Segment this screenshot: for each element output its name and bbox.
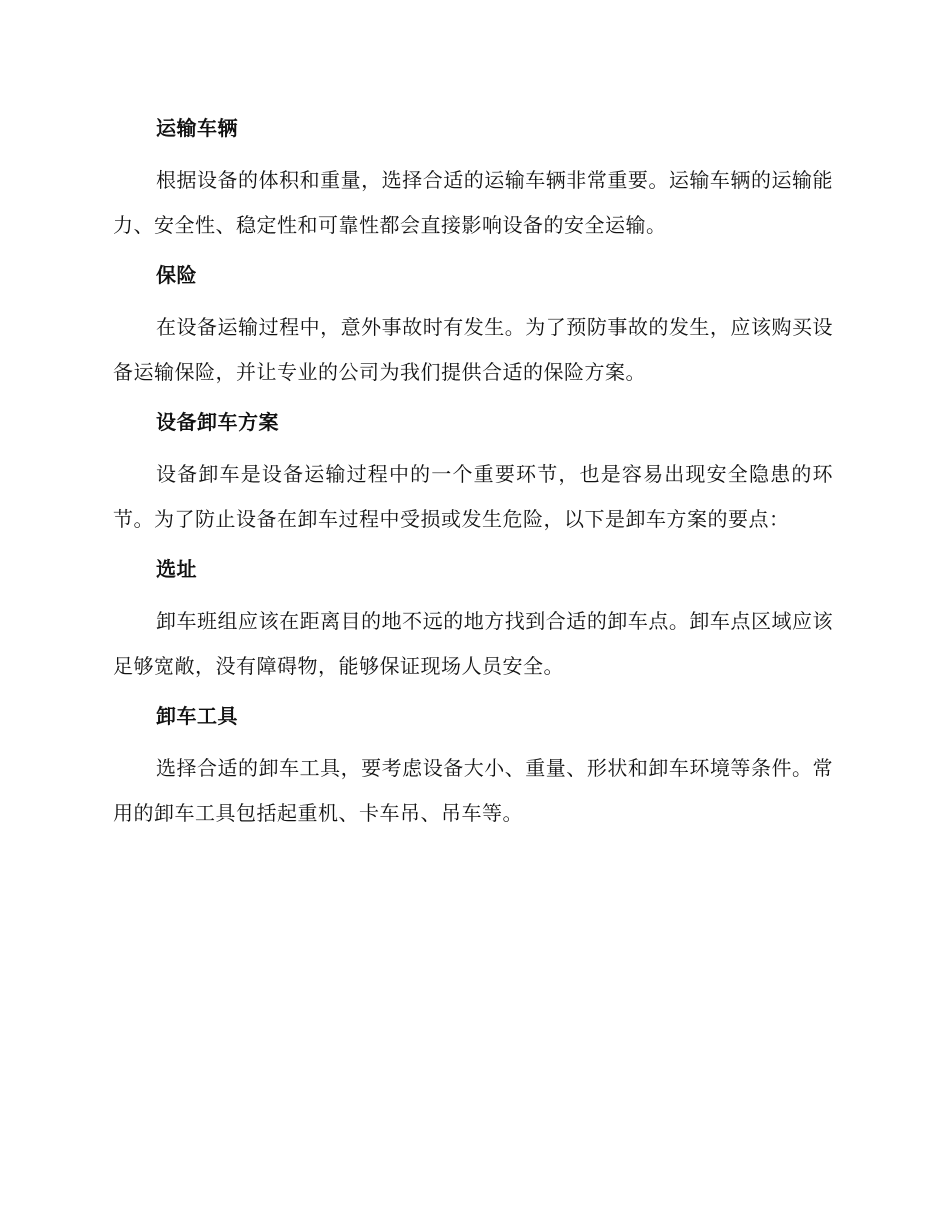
section-heading: 运输车辆 bbox=[156, 116, 238, 140]
section-heading: 卸车工具 bbox=[156, 704, 238, 728]
section-heading: 保险 bbox=[156, 263, 197, 287]
section-paragraph: 根据设备的体积和重量，选择合适的运输车辆非常重要。运输车辆的运输能力、安全性、稳定性和可靠性都会直接影响设备的安全运输。 bbox=[113, 168, 833, 237]
section-unloading-plan bbox=[113, 406, 833, 542]
section-site-selection bbox=[113, 553, 833, 689]
section-insurance bbox=[113, 259, 833, 395]
section-paragraph: 卸车班组应该在距离目的地不远的地方找到合适的卸车点。卸车点区域应该足够宽敞，没有障碍物，能够保证现场人员安全。 bbox=[113, 609, 833, 678]
section-heading: 设备卸车方案 bbox=[156, 410, 279, 434]
document-page bbox=[113, 112, 833, 847]
section-paragraph: 在设备运输过程中，意外事故时有发生。为了预防事故的发生，应该购买设备运输保险，并让专业的公司为我们提供合适的保险方案。 bbox=[113, 315, 833, 384]
section-paragraph: 选择合适的卸车工具，要考虑设备大小、重量、形状和卸车环境等条件。常用的卸车工具包括起重机、卡车吊、吊车等。 bbox=[113, 756, 833, 825]
section-heading: 选址 bbox=[156, 557, 197, 581]
section-paragraph: 设备卸车是设备运输过程中的一个重要环节，也是容易出现安全隐患的环节。为了防止设备在卸车过程中受损或发生危险，以下是卸车方案的要点： bbox=[113, 462, 833, 531]
section-unloading-tools bbox=[113, 700, 833, 836]
section-transport-vehicle bbox=[113, 112, 833, 248]
